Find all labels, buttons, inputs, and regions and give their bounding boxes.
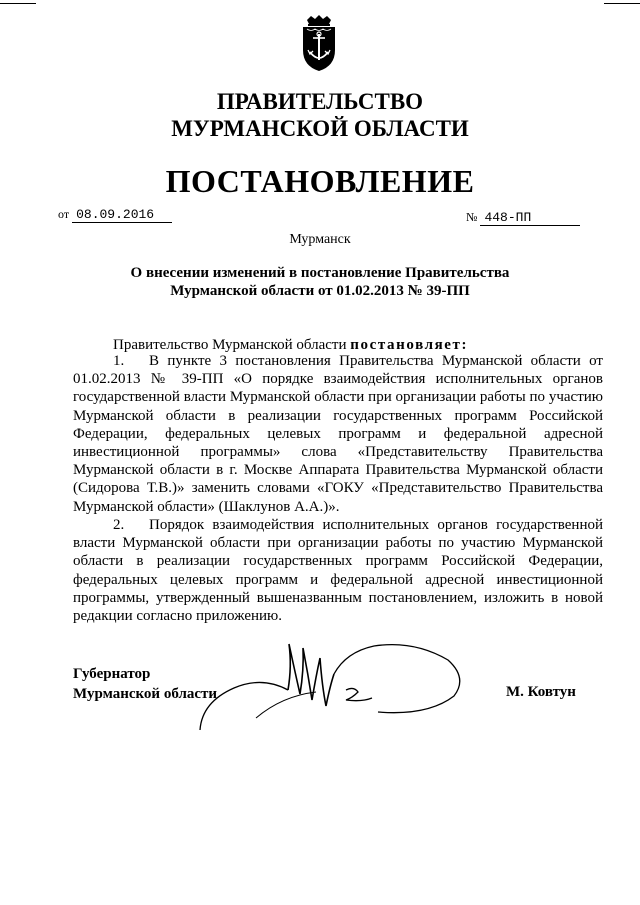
date-field — [58, 207, 172, 223]
city: Мурманск — [289, 232, 351, 247]
scan-edge-mark — [0, 3, 36, 4]
document-number: 448-ПП — [480, 210, 580, 226]
item-1-paragraph — [73, 352, 603, 516]
decree-word: постановляет: — [350, 337, 469, 353]
item-1-number: 1. — [113, 353, 125, 369]
item-2-number: 2. — [113, 517, 125, 533]
government-title-line2: МУРМАНСКОЙ ОБЛАСТИ — [171, 116, 469, 141]
scan-edge-mark — [604, 3, 640, 4]
signatory-name: М. Ковтун — [506, 684, 576, 700]
government-title-line1: ПРАВИТЕЛЬСТВО — [216, 89, 424, 114]
item-2-text: Порядок взаимодействия исполнительных органов государственной власти Мурманской области при организации работы по участию Мурманской области в реализации государственных программ Российской Федерации, федеральных целевых программ и федеральной адресной инвестиционной программы, утвержденный вышеназванным постановлением, изложить в новой редакции согласно приложению. — [73, 517, 603, 625]
handwritten-signature-icon — [196, 630, 466, 740]
signatory-role-line1: Губернатор — [73, 666, 151, 682]
document-subject: О внесении изменений в постановление Правительства Мурманской области от 01.02.2013 № 39-ПП — [130, 265, 510, 299]
murmansk-coat-of-arms-icon — [297, 14, 341, 72]
number-prefix: № — [466, 210, 478, 224]
signatory-role-line2: Мурманской области — [73, 686, 218, 702]
item-1-text: В пункте 3 постановления Правительства Мурманской области от 01.02.2013 № 39-ПП «О порядке взаимодействия исполнительных органов государственной власти Мурманской области при организации работы по участию Мурманской области в реализации государственных программ Российской Федерации, федеральных целевых программ и федеральной адресной инвестиционной программы» слова «Представительству Правительства Мурманской области в г. Москве Аппарата Правительства Мурманской области (Сидорова Т.В.)» заменить словами «ГОКУ «Представительство Правительства Мурманской области» (Шаклунов А.А.)». — [73, 353, 603, 515]
document-type: ПОСТАНОВЛЕНИЕ — [165, 163, 475, 199]
document-date: 08.09.2016 — [72, 207, 172, 223]
date-prefix: от — [58, 207, 70, 221]
number-field — [466, 210, 580, 226]
intro-text: Правительство Мурманской области — [113, 337, 351, 353]
item-2-paragraph — [73, 516, 603, 625]
